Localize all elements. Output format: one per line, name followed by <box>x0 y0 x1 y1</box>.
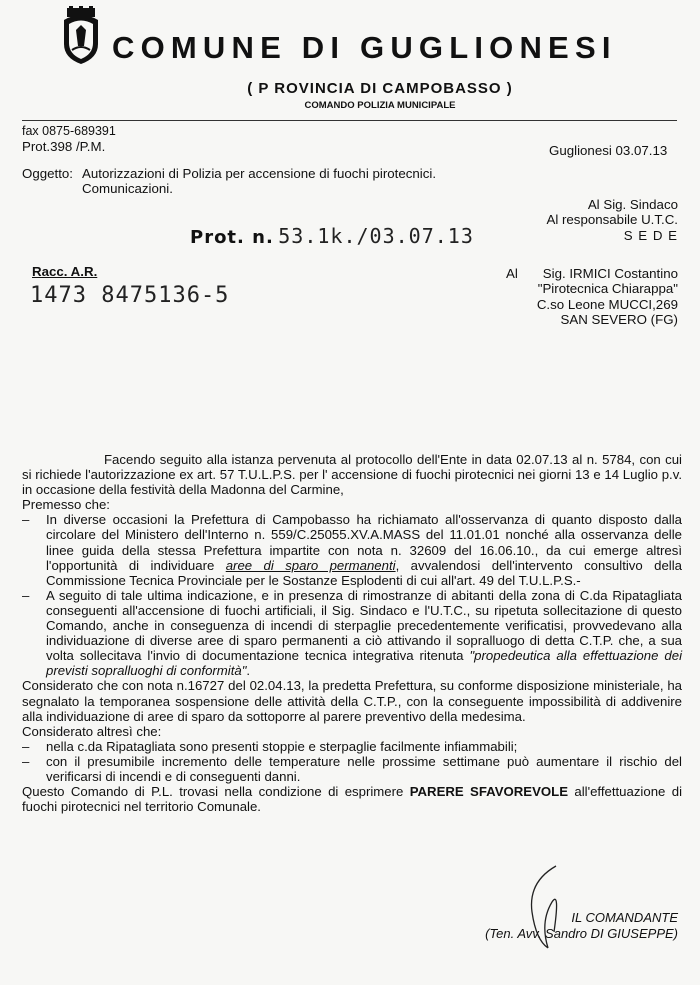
subject-line-2: Comunicazioni. <box>82 181 173 196</box>
recipient-city: SAN SEVERO (FG) <box>560 311 678 327</box>
registered-mail-number: 1473 8475136-5 <box>30 283 230 308</box>
list-item: – con il presumibile incremento delle temperature nelle prossime settimane può aumentare il rischio del verificarsi di incendi e di conseguenti danni. <box>22 753 682 784</box>
recipient-street: C.so Leone MUCCI,269 <box>536 296 678 312</box>
recipient-sede: S E D E <box>623 227 678 243</box>
recipient-address <box>537 266 678 327</box>
list-item: – In diverse occasioni la Prefettura di Campobasso ha richiamato all'osservanza di quanto disposto dalla circolare del Ministero dell'Interno n. 559/C.25055.XV.A.MASS del 11.01.01 nonché alla osservanza delle linee guida della stessa Prefettura impartite con nota n. 32609 del 16.06.10., da cui emerge altresì l'opportunità di individuare aree di sparo permanenti, avvalendosi dell'intervento consultivo della Commissione Tecnica Provinciale per le Sostanze Esplodenti di cui all'art. 49 del T.U.L.P.S.- <box>22 512 682 588</box>
command-subtitle: COMANDO POLIZIA MUNICIPALE <box>304 100 456 111</box>
recipient-prefix: Al <box>506 266 518 281</box>
list-item: – A seguito di tale ultima indicazione, e in presenza di rimostranze di abitanti della zona di C.da Ripatagliata conseguenti all'accensione di fuochi artificiali, il Sig. Sindaco e l'U.T.C., su ripetuta sollecitazione di questo Comando, anche in conseguenza di incendi di sterpaglie precedentemente verificatisi, provvedevano alla individuazione di diverse aree di sparo permanenti a ciò attivando il sopralluogo di detta C.T.P. che, a sua volta sollecitava l'invio di documentazione tecnica integrativa ritenuta "propedeutica alla effettuazione dei previsti sopralluoghi di conformità". <box>22 587 682 679</box>
recipient-company: "Pirotecnica Chiarappa" <box>537 281 678 297</box>
opinion-verdict: PARERE SFAVOREVOLE <box>409 784 568 800</box>
recipients-internal <box>546 197 678 243</box>
protocol-number: Prot.398 /P.M. <box>22 139 106 154</box>
letter-body <box>22 452 682 814</box>
considerato-altresi-heading: Considerato altresì che: <box>22 723 162 739</box>
place-date: Guglionesi 03.07.13 <box>549 143 668 158</box>
registered-mail-label: Racc. A.R. <box>32 264 98 279</box>
subject-label: Oggetto: <box>22 166 74 181</box>
fax-number: fax 0875-689391 <box>22 124 116 138</box>
signature-name: (Ten. Avv. Sandro DI GIUSEPPE) <box>485 926 678 941</box>
intro-paragraph: Facendo seguito alla istanza pervenuta al protocollo dell'Ente in data 02.07.13 al n. 5784, con cui si richiede l'autorizzazione ex art. 57 T.U.L.P.S. per l' accensione di fuochi pirotecnici nei giorni 13 e 14 Luglio p.v. in occasione della festività della Madonna del Carmine, <box>22 452 682 498</box>
recipient-mayor: Al Sig. Sindaco <box>587 197 678 212</box>
province-subtitle: ( P ROVINCIA DI CAMPOBASSO ) <box>247 80 513 97</box>
conclusion-paragraph: Questo Comando di P.L. trovasi nella condizione di esprimere PARERE SFAVOREVOLE all'effettuazione di fuochi pirotecnici nel territorio Comunale. <box>22 784 682 815</box>
stamp-handwritten-number: 53.1k./03.07.13 <box>278 224 474 248</box>
signature-title: IL COMANDANTE <box>571 910 678 925</box>
signature-block <box>485 910 678 942</box>
premesso-heading: Premesso che: <box>22 497 110 513</box>
stamp-label: Prot. n. <box>190 227 274 248</box>
recipient-name: Sig. IRMICI Costantino <box>542 266 678 281</box>
municipal-crest-icon <box>58 6 104 66</box>
header-divider <box>22 120 677 121</box>
protocol-stamp <box>190 224 474 248</box>
recipient-utc: Al responsabile U.T.C. <box>546 212 678 228</box>
considerato-paragraph: Considerato che con nota n.16727 del 02.04.13, la predetta Prefettura, su conforme disposizione ministeriale, ha segnalato la temporanea sospensione delle attività della C.T.P., con la conseguente impossibilità di addivenire alla individuazione di aree di sparo da sottoporre al parere preventivo della medesima. <box>22 678 682 724</box>
list-item: – nella c.da Ripatagliata sono presenti stoppie e sterpaglie facilmente infiammabili; <box>22 738 518 754</box>
municipality-title: COMUNE DI GUGLIONESI <box>112 30 617 65</box>
subject-line-1: Autorizzazioni di Polizia per accensione di fuochi pirotecnici. <box>82 166 437 181</box>
